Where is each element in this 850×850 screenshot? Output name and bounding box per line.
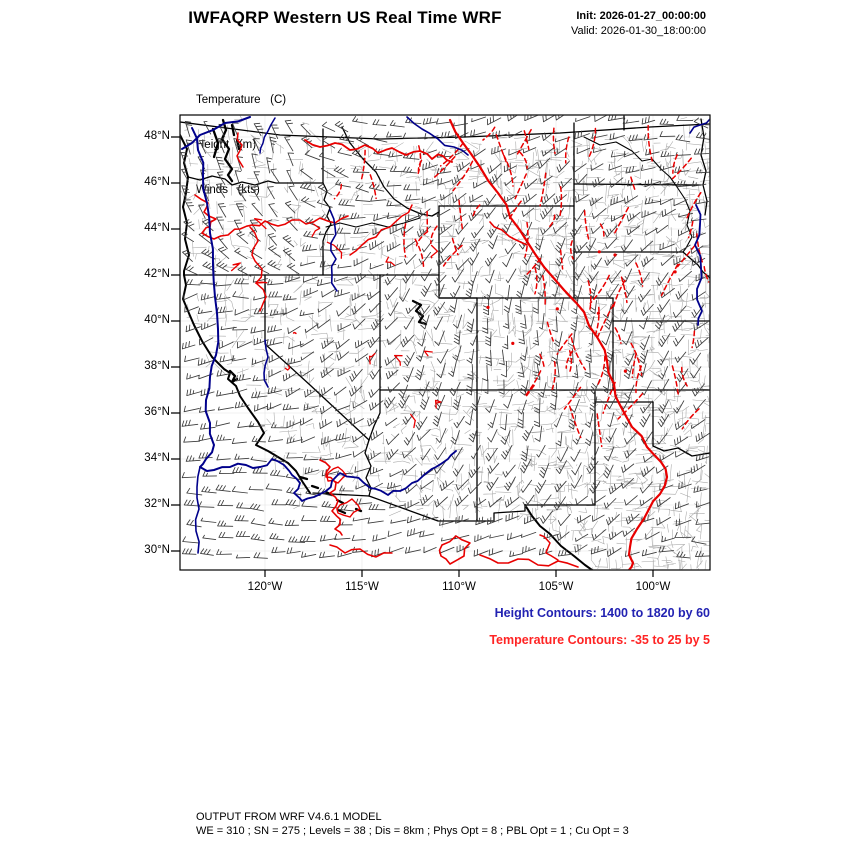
page-title: IWFAQRP Western US Real Time WRF [188,8,502,27]
legend-height: Height (m) [196,139,257,151]
footer-config-line: WE = 310 ; SN = 275 ; Levels = 38 ; Dis = 8km ; Phys Opt = 8 ; PBL Opt = 1 ; Cu Opt = 3 [196,825,629,837]
lat-tick-label: 48°N [144,130,170,142]
init-timestamp: Init: 2026-01-27_00:00:00 [576,10,706,22]
lat-tick-label: 30°N [144,544,170,556]
lon-tick-label: 120°W [247,581,283,593]
footer-model-line: OUTPUT FROM WRF V4.6.1 MODEL [196,811,382,823]
lat-tick-label: 32°N [144,498,170,510]
lon-tick-label: 100°W [635,581,671,593]
lon-tick-label: 110°W [442,581,476,593]
lat-tick-label: 40°N [144,314,170,326]
height-contour-legend: Height Contours: 1400 to 1820 by 60 [494,606,710,620]
legend-winds: Winds (kts) [196,184,260,196]
lon-tick-label: 105°W [538,581,574,593]
lat-tick-label: 42°N [144,268,170,280]
lat-tick-label: 44°N [144,222,170,234]
lat-tick-label: 38°N [144,360,170,372]
lon-tick-label: 115°W [345,581,379,593]
legend-temperature: Temperature (C) [196,94,287,106]
valid-timestamp: Valid: 2026-01-30_18:00:00 [571,25,706,37]
temperature-contour-legend: Temperature Contours: -35 to 25 by 5 [489,633,710,647]
lat-tick-label: 34°N [144,452,170,464]
map-canvas [166,111,724,581]
footer [196,810,629,838]
lat-tick-label: 36°N [144,406,170,418]
lat-tick-label: 46°N [144,176,170,188]
